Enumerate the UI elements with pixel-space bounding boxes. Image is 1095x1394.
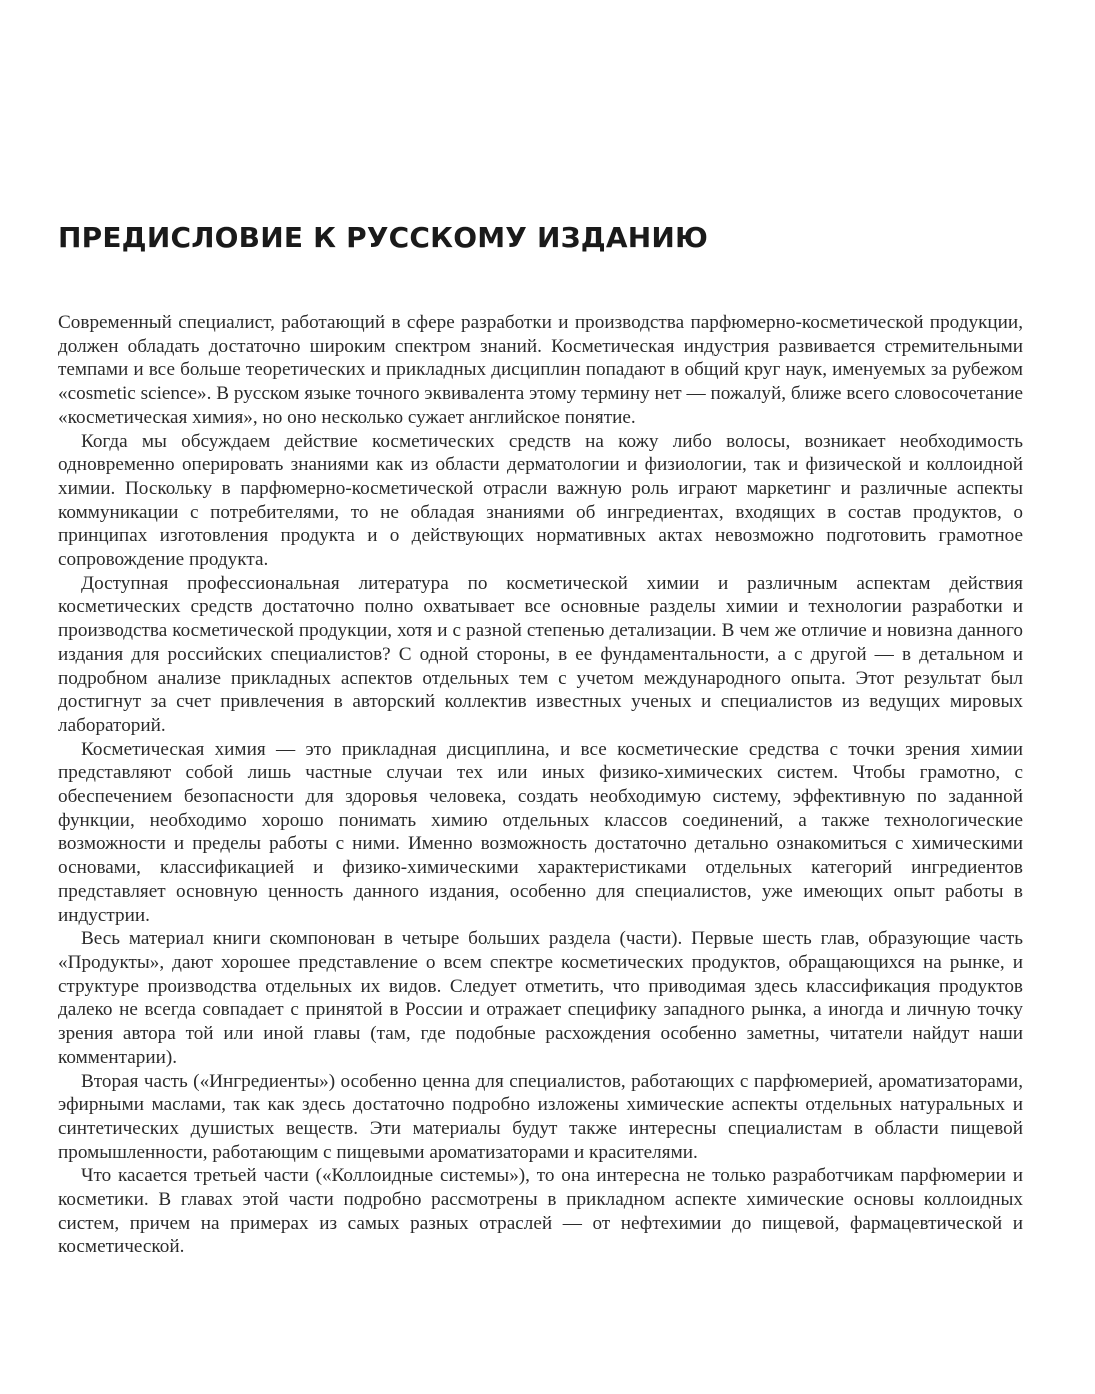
paragraph: Современный специалист, работающий в сфере разработки и производства парфюмерно-косметической продукции, должен обладать достаточно широким спектром знаний. Косметическая индустрия развивается стремительными темпами и все больше теоретических и прикладных дисциплин попадают в общий круг наук, именуемых за рубежом «cosmetic science». В русском языке точного эквивалента этому термину нет — пожалуй, ближе всего словосочетание «косметическая химия», но оно несколько сужает английское понятие. xyxy=(58,312,1023,428)
paragraph: Вторая часть («Ингредиенты») особенно ценна для специалистов, работающих с парфюмерией, ароматизаторами, эфирными маслами, так как здесь достаточно подробно изложены химические аспекты отдельных натуральных и синтетических душистых веществ. Эти материалы будут также интересны специалистам в области пищевой промышленности, работающим с пищевыми ароматизаторами и красителями. xyxy=(58,1070,1023,1163)
paragraph: Доступная профессиональная литература по косметической химии и различным аспектам действия косметических средств достаточно полно охватывает все основные разделы химии и технологии разработки и производства косметической продукции, хотя и с разной степенью детализации. В чем же отличие и новизна данного издания для российских специалистов? С одной стороны, в ее фундаментальности, а с другой — в детальном и подробном анализе прикладных аспектов отдельных тем с учетом международного опыта. Этот результат был достигнут за счет привлечения в авторский коллектив известных ученых и специалистов из ведущих мировых лабораторий. xyxy=(58,572,1023,736)
paragraph: Что касается третьей части («Коллоидные системы»), то она интересна не только разработчикам парфюмерии и косметики. В главах этой части подробно рассмотрены в прикладном аспекте химические основы коллоидных систем, причем на примерах из самых разных отраслей — от нефтехимии до пищевой, фармацевтической и косметической. xyxy=(58,1165,1023,1258)
body-text xyxy=(58,311,1023,1259)
paragraph: Косметическая химия — это прикладная дисциплина, и все косметические средства с точки зрения химии представляют собой лишь частные случаи тех или иных физико-химических систем. Чтобы грамотно, с обеспечением безопасности для здоровья человека, создать необходимую систему, эффективную по заданной функции, необходимо хорошо понимать химию отдельных классов соединений, а также технологические возможности и пределы работы с ними. Именно возможность достаточно детально ознакомиться с химическими основами, классификацией и физико-химическими характеристиками отдельных категорий ингредиентов представляет основную ценность данного издания, особенно для специалистов, уже имеющих опыт работы в индустрии. xyxy=(58,738,1023,926)
paragraph: Когда мы обсуждаем действие косметических средств на кожу либо волосы, возникает необходимость одновременно оперировать знаниями как из области дерматологии и физиологии, так и физической и коллоидной химии. Поскольку в парфюмерно-косметической отрасли важную роль играют маркетинг и различные аспекты коммуникации с потребителями, то не обладая знаниями об ингредиентах, входящих в состав продуктов, о принципах изготовления продукта и о действующих нормативных актах невозможно подготовить грамотное сопровождение продукта. xyxy=(58,430,1023,571)
page-title: ПРЕДИСЛОВИЕ К РУССКОМУ ИЗДАНИЮ xyxy=(58,221,709,254)
paragraph: Весь материал книги скомпонован в четыре больших раздела (части). Первые шесть глав, образующие часть «Продукты», дают хорошее представление о всем спектре косметических продуктов, обращающихся на рынке, и структуре производства отдельных их видов. Следует отметить, что приводимая здесь классификация продуктов далеко не всегда совпадает с принятой в России и отражает специфику западного рынка, а иногда и личную точку зрения автора той или иной главы (там, где подобные расхождения особенно заметны, читатели найдут наши комментарии). xyxy=(58,928,1023,1068)
